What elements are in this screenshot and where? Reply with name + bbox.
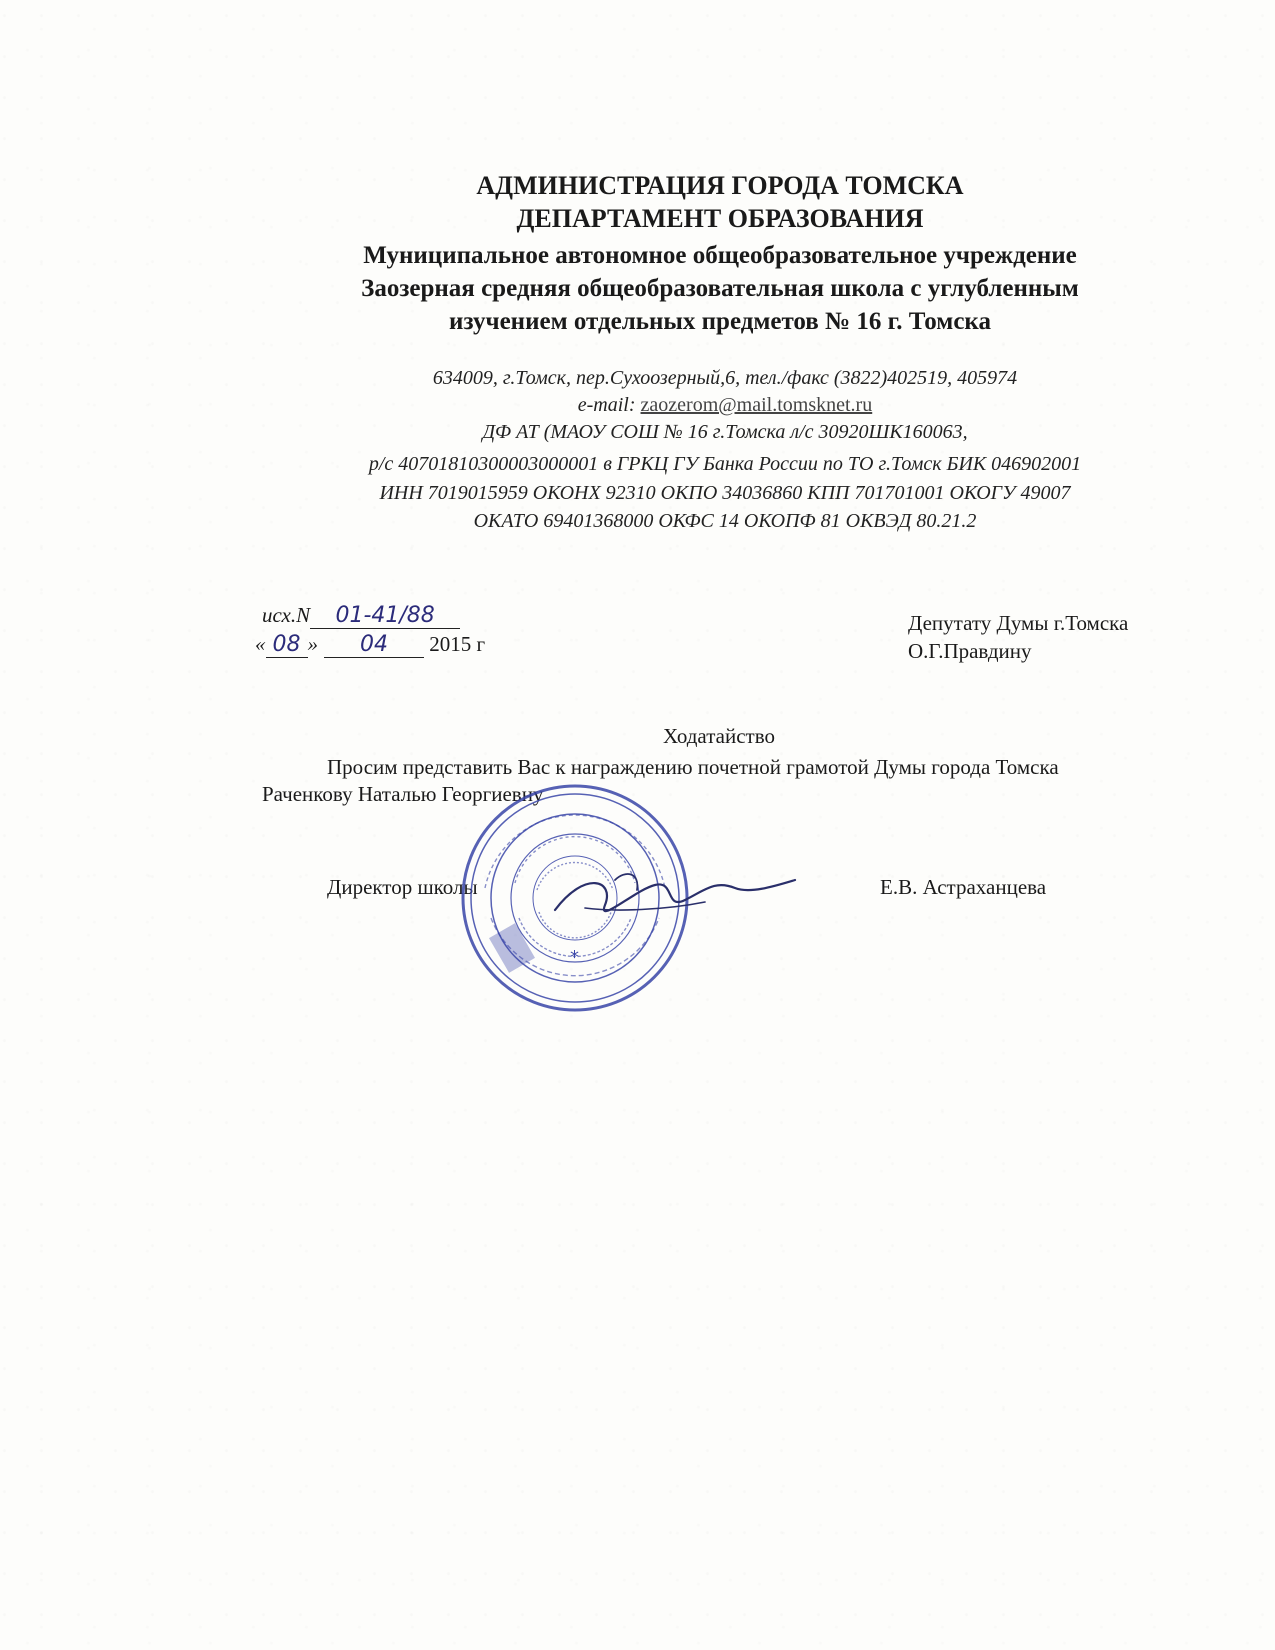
date-year: 2015 г <box>429 632 486 656</box>
handwritten-signature <box>545 850 805 940</box>
recipient-name: О.Г.Правдину <box>908 639 1032 663</box>
date-day: 08 <box>266 632 308 658</box>
outgoing-number <box>262 603 460 629</box>
stamp-star-icon: * <box>570 947 579 968</box>
requisites-bank: р/с 40701810300003000001 в ГРКЦ ГУ Банка России по ТО г.Томск БИК 046902001 <box>368 453 1082 475</box>
signer-position: Директор школы <box>327 875 478 899</box>
date-quote-open: « <box>255 632 266 656</box>
letter-paragraph: Просим представить Вас к награждению почетной грамотой Думы города Томска <box>327 755 1059 779</box>
org-title: АДМИНИСТРАЦИЯ ГОРОДА ТОМСКА <box>476 171 964 200</box>
email-link[interactable]: zaozerom@mail.tomsknet.ru <box>640 394 873 416</box>
school-type: Муниципальное автономное общеобразовательное учреждение <box>363 242 1077 269</box>
email-label: e-mail: <box>577 394 636 416</box>
requisites-email-line <box>200 393 1250 418</box>
number-value: 01-41/88 <box>310 603 460 629</box>
signer-name: Е.В. Астраханцева <box>880 875 1047 899</box>
recipient-title: Депутату Думы г.Томска <box>908 611 1129 635</box>
requisites-account: ДФ АТ (МАОУ СОШ № 16 г.Томска л/с 30920ШК160063, <box>482 421 968 443</box>
school-name: Заозерная средняя общеобразовательная школа с углубленным <box>361 275 1079 302</box>
date-quote-close: » <box>307 632 318 656</box>
awardee-name: Раченкову Наталью Георгиевну <box>262 782 544 806</box>
requisites-codes: ИНН 7019015959 ОКОНХ 92310 ОКПО 34036860 КПП 701701001 ОКОГУ 49007 <box>379 482 1071 504</box>
department-title: ДЕПАРТАМЕНТ ОБРАЗОВАНИЯ <box>516 204 924 233</box>
school-name-cont: изучением отдельных предметов № 16 г. Томска <box>449 308 991 335</box>
requisites-codes-2: ОКАТО 69401368000 ОКФС 14 ОКОПФ 81 ОКВЭД 80.21.2 <box>473 510 977 532</box>
number-label: исх.N <box>262 603 311 627</box>
date-month: 04 <box>324 632 424 658</box>
requisites-address: 634009, г.Томск, пер.Сухоозерный,6, тел./факс (3822)402519, 405974 <box>432 367 1018 389</box>
outgoing-date <box>255 632 485 658</box>
letter-title: Ходатайство <box>663 724 775 748</box>
